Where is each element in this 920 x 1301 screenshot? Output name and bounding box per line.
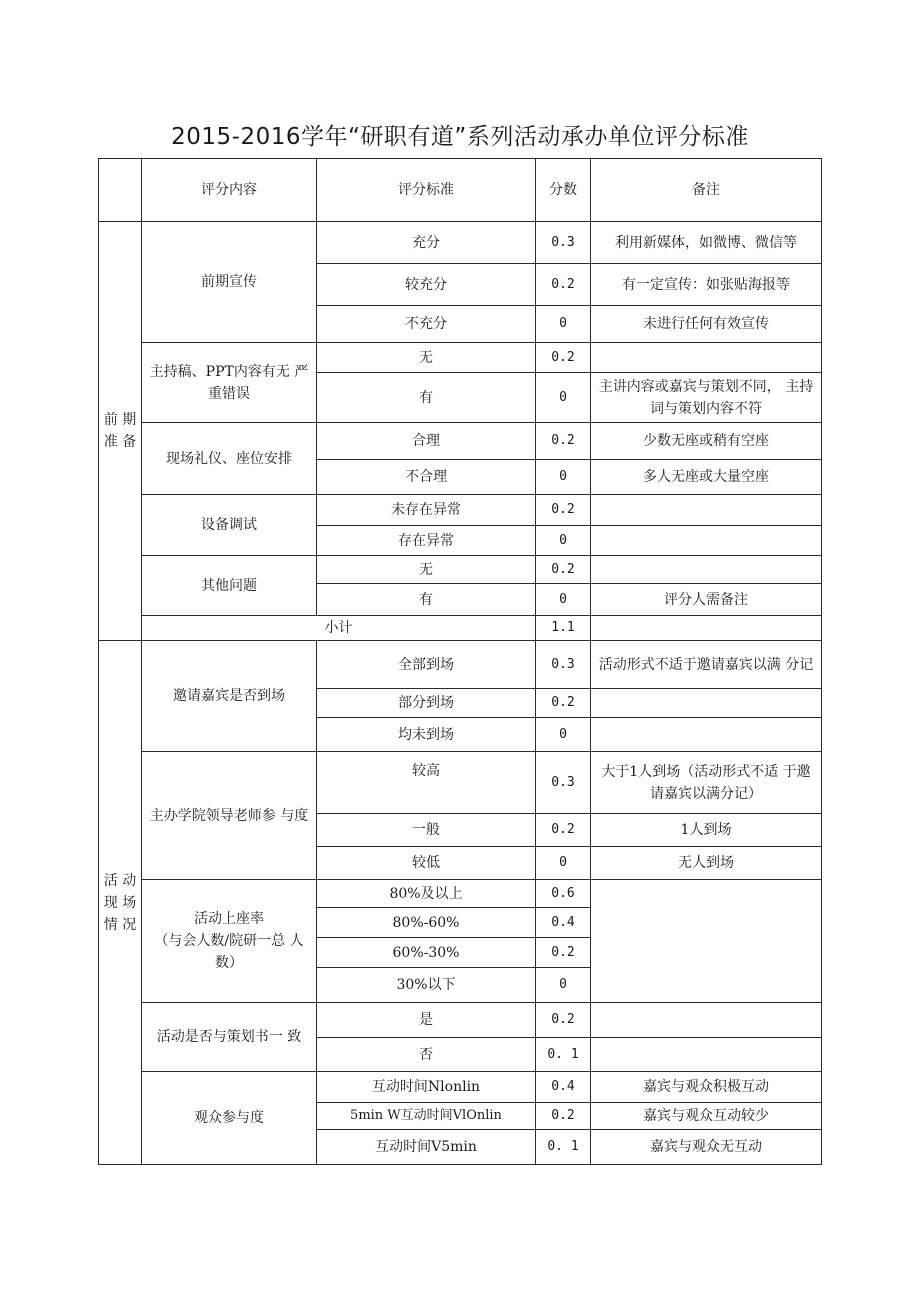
item-guests: 邀请嘉宾是否到场: [142, 641, 317, 752]
score-cell: 0.2: [536, 689, 591, 718]
table-row: [99, 641, 822, 689]
standard-cell: 较低: [317, 847, 536, 880]
standard-cell: 有: [317, 584, 536, 616]
table-row: [99, 752, 822, 814]
header-note: 备注: [591, 159, 822, 222]
standard-cell: 部分到场: [317, 689, 536, 718]
item-other: 其他问题: [142, 556, 317, 616]
score-cell: 0: [536, 306, 591, 343]
score-cell: 0: [536, 460, 591, 495]
standard-cell: 全部到场: [317, 641, 536, 689]
standard-cell: 无: [317, 556, 536, 584]
note-cell: 未进行任何有效宣传: [591, 306, 822, 343]
standard-cell: 有: [317, 373, 536, 423]
note-cell: 1人到场: [591, 814, 822, 847]
score-cell: 0: [536, 526, 591, 556]
note-cell: 嘉宾与观众无互动: [591, 1130, 822, 1165]
note-cell: 活动形式不适于邀请嘉宾以满 分记: [591, 641, 822, 689]
subtotal-label: 小计: [142, 616, 536, 641]
note-cell: 主讲内容或嘉宾与策划不同， 主持词与策划内容不符: [591, 373, 822, 423]
score-cell: 0.2: [536, 938, 591, 968]
note-cell: 大于1人到场（活动形式不适 于邀请嘉宾以满分记）: [591, 752, 822, 814]
score-cell: 0.3: [536, 752, 591, 814]
score-cell: 0.2: [536, 1103, 591, 1130]
score-cell: 0: [536, 373, 591, 423]
score-cell: 0.4: [536, 1072, 591, 1103]
score-cell: 0.3: [536, 641, 591, 689]
standard-cell: 充分: [317, 222, 536, 264]
standard-cell: 较高: [317, 752, 536, 814]
note-cell: [591, 718, 822, 752]
table-row: [99, 556, 822, 584]
score-cell: 0.3: [536, 222, 591, 264]
note-cell: [591, 343, 822, 373]
table-row: [99, 343, 822, 373]
standard-cell: 均未到场: [317, 718, 536, 752]
header-standard: 评分标准: [317, 159, 536, 222]
score-cell: 0: [536, 584, 591, 616]
note-cell: [591, 1038, 822, 1072]
note-cell: [591, 495, 822, 526]
score-cell: 0.2: [536, 264, 591, 306]
score-cell: 0.2: [536, 343, 591, 373]
standard-cell: 30%以下: [317, 968, 536, 1003]
item-audience: 观众参与度: [142, 1072, 317, 1165]
note-cell: 评分人需备注: [591, 584, 822, 616]
score-cell: 0: [536, 968, 591, 1003]
score-cell: 0: [536, 847, 591, 880]
standard-cell: 5min W互动时间VlOnlin: [317, 1103, 536, 1130]
note-cell: 嘉宾与观众积极互动: [591, 1072, 822, 1103]
score-cell: 0. 1: [536, 1038, 591, 1072]
section-label-prep: 前 期 准 备: [99, 222, 142, 641]
note-cell: [591, 1003, 822, 1038]
table-row: [99, 222, 822, 264]
score-cell: 0: [536, 718, 591, 752]
standard-cell: 互动时间V5min: [317, 1130, 536, 1165]
note-cell: [591, 556, 822, 584]
table-row: [99, 495, 822, 526]
score-cell: 0.2: [536, 423, 591, 460]
standard-cell: 存在异常: [317, 526, 536, 556]
header-blank-cell: [99, 159, 142, 222]
note-cell: 有一定宣传：如张贴海报等: [591, 264, 822, 306]
note-cell: 嘉宾与观众互动较少: [591, 1103, 822, 1130]
table-row: [99, 423, 822, 460]
section-label-live: 活 动 现 场 情 况: [99, 641, 142, 1165]
item-etiquette: 现场礼仪、座位安排: [142, 423, 317, 495]
standard-cell: 未存在异常: [317, 495, 536, 526]
score-cell: 0. 1: [536, 1130, 591, 1165]
note-cell: 无人到场: [591, 847, 822, 880]
item-publicity: 前期宣传: [142, 222, 317, 343]
note-cell-attendance: [591, 880, 822, 1003]
header-content: 评分内容: [142, 159, 317, 222]
standard-cell: 不合理: [317, 460, 536, 495]
table-row: [99, 880, 822, 908]
standard-cell: 一般: [317, 814, 536, 847]
note-cell: 少数无座或稍有空座: [591, 423, 822, 460]
note-cell: 利用新媒体，如微博、微信等: [591, 222, 822, 264]
standard-cell: 较充分: [317, 264, 536, 306]
standard-cell: 80%及以上: [317, 880, 536, 908]
item-consistency: 活动是否与策划书一 致: [142, 1003, 317, 1072]
table-row: [99, 1072, 822, 1103]
table-header-row: [99, 159, 822, 222]
item-equipment: 设备调试: [142, 495, 317, 556]
score-cell: 0.6: [536, 880, 591, 908]
header-score: 分数: [536, 159, 591, 222]
score-cell: 0.2: [536, 556, 591, 584]
table-row: [99, 1003, 822, 1038]
score-cell: 0.2: [536, 814, 591, 847]
note-cell: 多人无座或大量空座: [591, 460, 822, 495]
score-cell: 0.4: [536, 908, 591, 938]
standard-cell: 合理: [317, 423, 536, 460]
scoring-table: [98, 158, 822, 1165]
score-cell: 0.2: [536, 495, 591, 526]
item-leaders: 主办学院领导老师参 与度: [142, 752, 317, 880]
standard-cell: 不充分: [317, 306, 536, 343]
standard-cell: 80%-60%: [317, 908, 536, 938]
item-script: 主持稿、PPT内容有无 严重错误: [142, 343, 317, 423]
item-attendance: 活动上座率 （与会人数/院研一总 人数）: [142, 880, 317, 1003]
score-cell: 0.2: [536, 1003, 591, 1038]
standard-cell: 互动时间Nlonlin: [317, 1072, 536, 1103]
subtotal-note: [591, 616, 822, 641]
page-title: 2015-2016学年“研职有道”系列活动承办单位评分标准: [171, 124, 749, 150]
subtotal-row: [99, 616, 822, 641]
standard-cell: 无: [317, 343, 536, 373]
standard-cell: 是: [317, 1003, 536, 1038]
note-cell: [591, 526, 822, 556]
subtotal-score: 1.1: [536, 616, 591, 641]
standard-cell: 否: [317, 1038, 536, 1072]
standard-cell: 60%-30%: [317, 938, 536, 968]
note-cell: [591, 689, 822, 718]
